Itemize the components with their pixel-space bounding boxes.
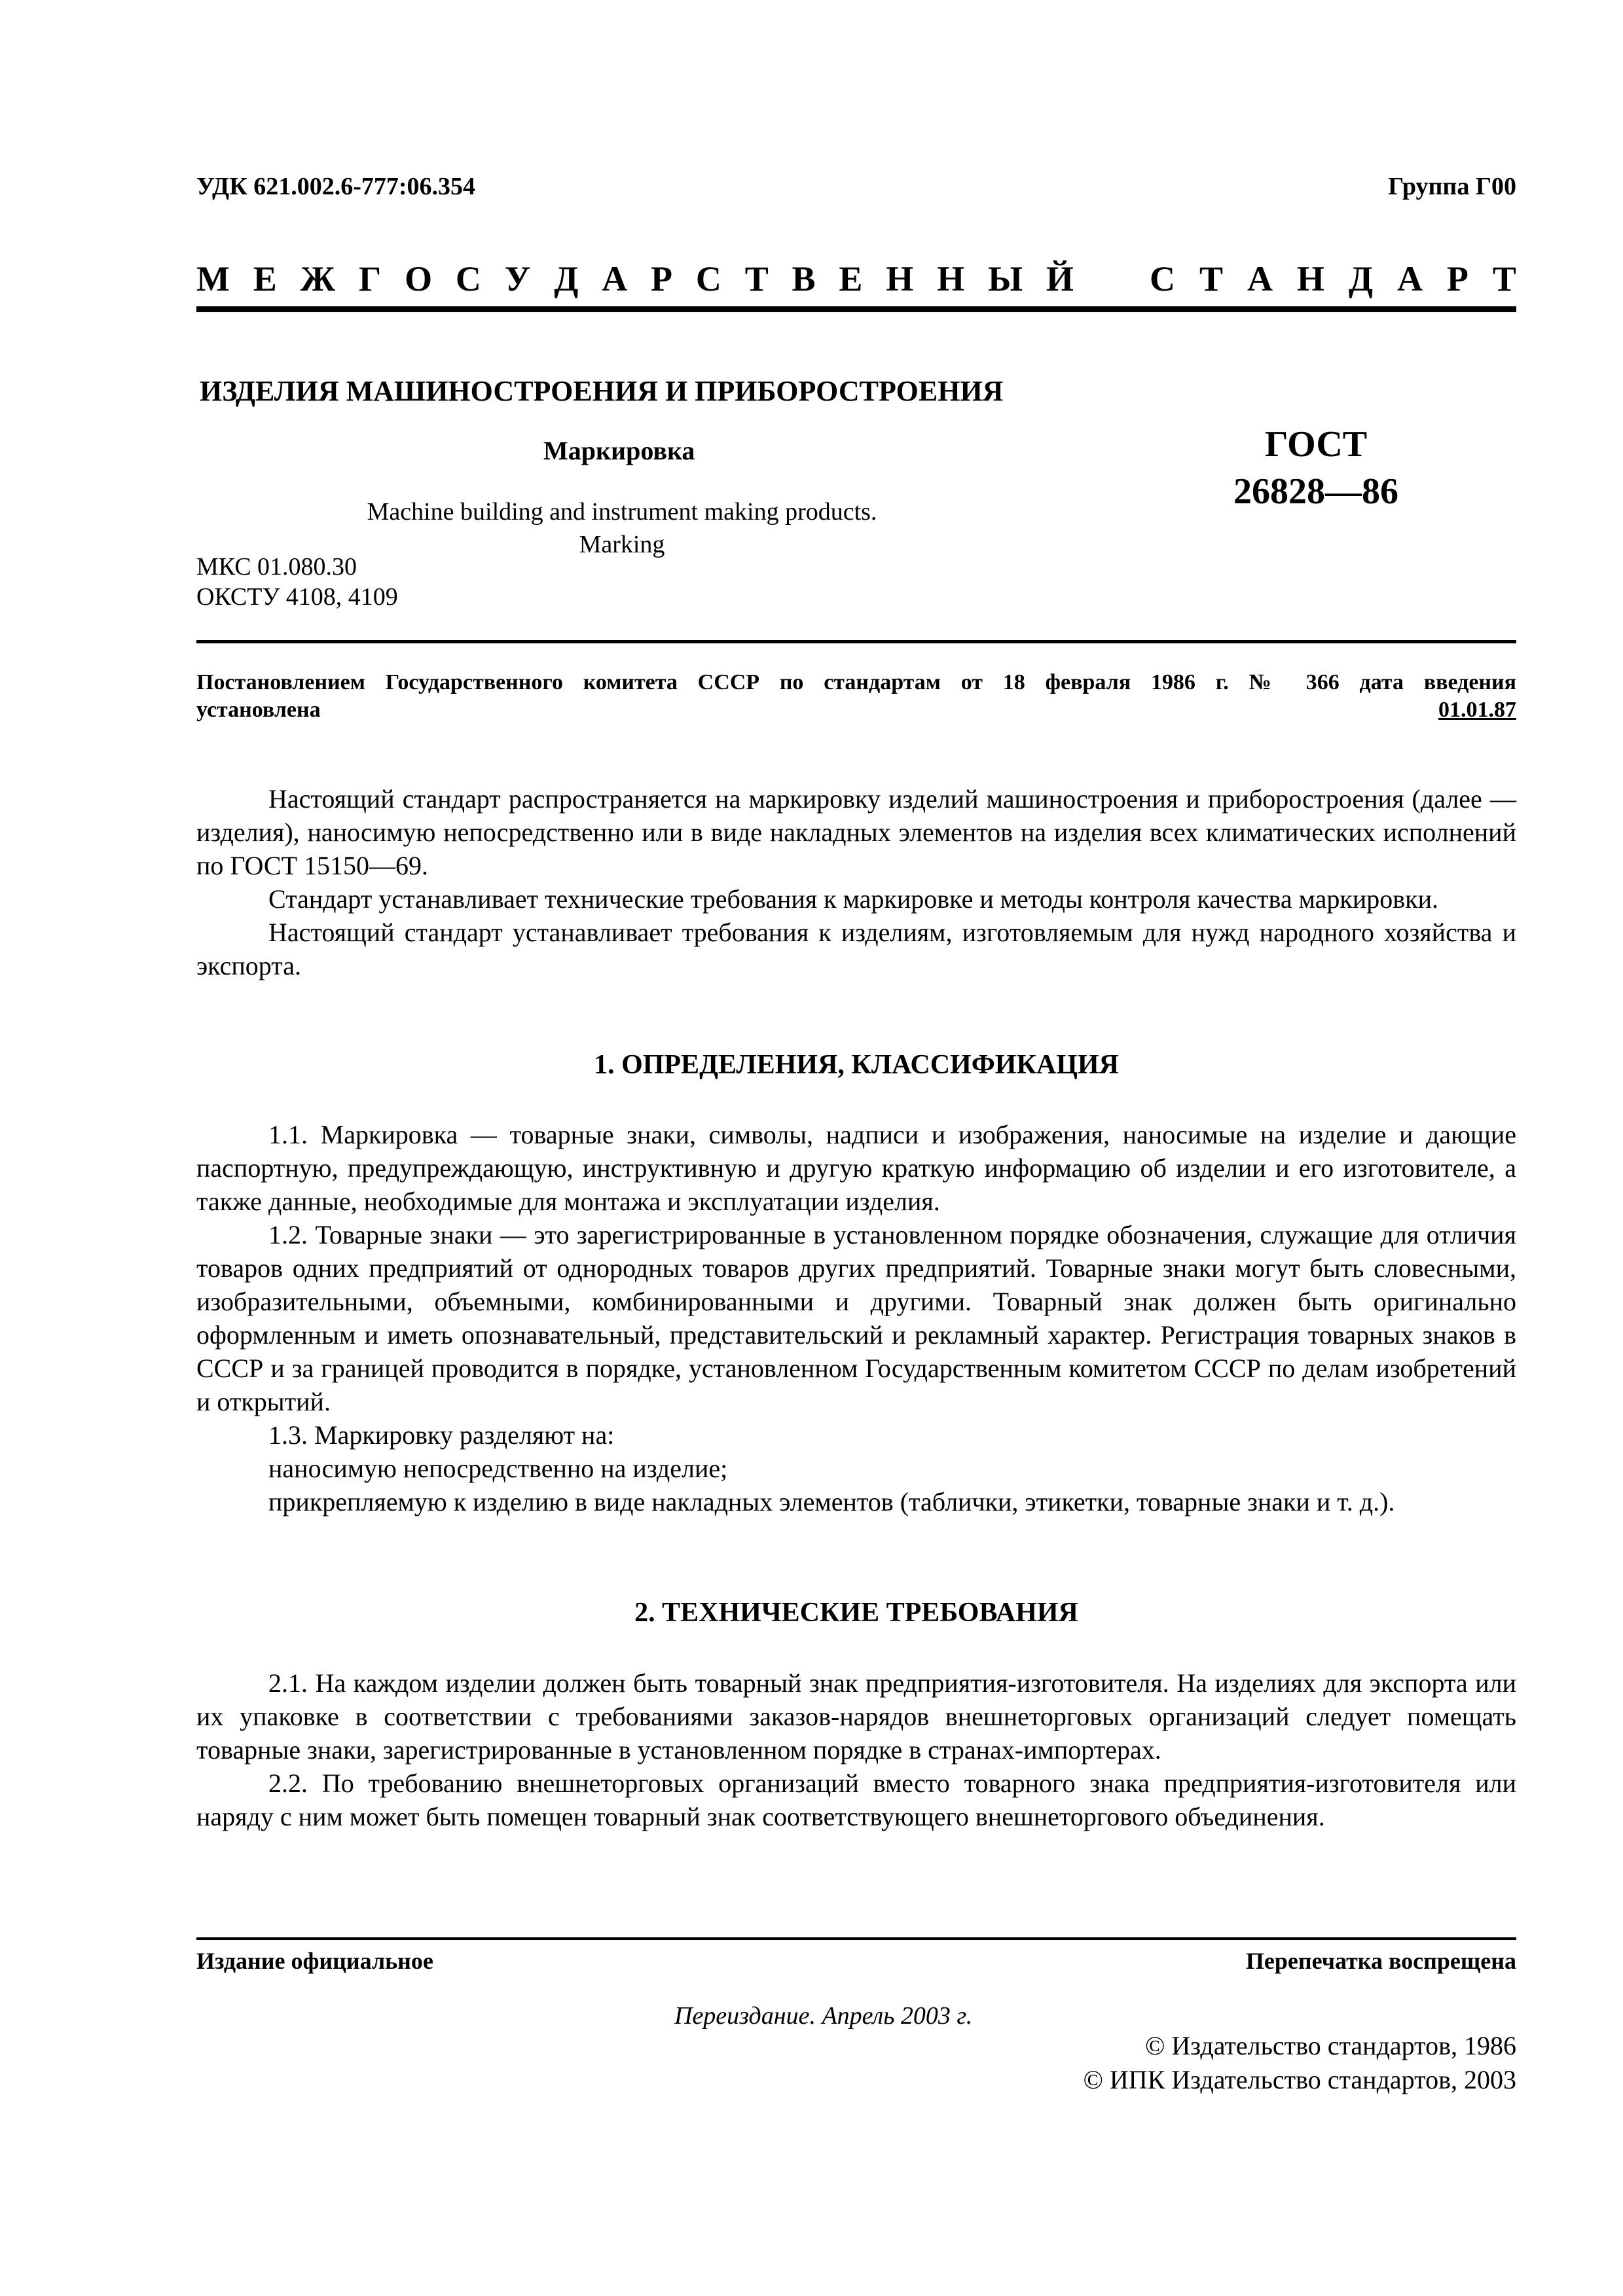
paragraph: Настоящий стандарт распространяется на маркировку изделий машиностроения и приборостроения (далее — изделия), наносимую непосредственно или в виде накладных элементов на изделия всех климатических исполнений по ГОСТ 15150—69. <box>196 784 1516 880</box>
english-title-line1: Machine building and instrument making products. <box>367 498 877 526</box>
section2-text <box>196 1666 1516 1833</box>
banner-letter: Д <box>554 259 579 298</box>
section1-heading: 1. ОПРЕДЕЛЕНИЯ, КЛАССИФИКАЦИЯ <box>594 1050 1119 1080</box>
section2-heading: 2. ТЕХНИЧЕСКИЕ ТРЕБОВАНИЯ <box>634 1598 1078 1628</box>
banner-letter: Е <box>253 259 277 298</box>
banner-letter: Р <box>651 259 673 298</box>
banner-letter: А <box>602 259 628 298</box>
paragraph: 2.1. На каждом изделии должен быть товарный знак предприятия-изготовителя. На изделиях для экспорта или их упаковке в соответствии с требованиями заказов-нарядов внешнеторговых организаций следует помещать товарные знаки, зарегистрированные в установленном порядке в странах-импортерах. <box>196 1668 1516 1765</box>
banner-letter: Ы <box>987 259 1023 298</box>
paragraph: наносимую непосредственно на изделие; <box>268 1454 728 1483</box>
banner-letter: Ж <box>300 259 336 298</box>
paragraph: Настоящий стандарт устанавливает требования к изделиям, изготовляемым для нужд народного хозяйства и экспорта. <box>196 918 1516 980</box>
banner-letter: С <box>695 259 721 298</box>
copyright-1986: © Издательство стандартов, 1986 <box>1144 2031 1516 2060</box>
interstate-standard-banner <box>196 259 1516 299</box>
banner-letter: А <box>1247 259 1273 298</box>
copyright-block <box>1084 2029 1516 2097</box>
banner-letter: Т <box>1199 259 1223 298</box>
banner-letter: Р <box>1446 259 1468 298</box>
decree-line1: Постановлением Государственного комитета СССР по стандартам от 18 февраля 1986 г. № 366 дата введения <box>196 670 1516 694</box>
english-title-line2: Marking <box>579 531 665 558</box>
decree-line2: установлена <box>196 698 321 722</box>
paragraph: 2.2. По требованию внешнеторговых организаций вместо товарного знака предприятия-изготовителя или наряду с ним может быть помещен товарный знак соответствующего внешнеторгового объединения. <box>196 1768 1516 1831</box>
banner-letter: С <box>1150 259 1175 298</box>
paragraph: 1.3. Маркировку разделяют на: <box>268 1420 615 1450</box>
banner-letter: В <box>792 259 816 298</box>
banner-letter: Е <box>839 259 863 298</box>
effective-date: 01.01.87 <box>1438 698 1516 722</box>
banner-letter: А <box>1396 259 1423 298</box>
classification-codes <box>196 552 398 612</box>
interstate-word <box>196 259 1074 299</box>
banner-letter: Т <box>1492 259 1516 298</box>
group-code: Группа Г00 <box>1388 173 1516 200</box>
standard-word <box>1150 259 1516 299</box>
header-rule <box>196 306 1516 312</box>
banner-letter: Г <box>358 259 382 298</box>
title-rule <box>196 640 1516 643</box>
udk-code: УДК 621.002.6-777:06.354 <box>196 173 476 200</box>
banner-letter: Т <box>744 259 769 298</box>
gost-label: ГОСТ <box>1264 424 1368 465</box>
document-title: ИЗДЕЛИЯ МАШИНОСТРОЕНИЯ И ПРИБОРОСТРОЕНИЯ <box>200 375 1004 407</box>
banner-letter: Н <box>886 259 914 298</box>
reissue-note: Переиздание. Апрель 2003 г. <box>674 2002 973 2030</box>
mks-code: МКС 01.080.30 <box>196 553 357 581</box>
banner-letter: М <box>196 259 230 298</box>
paragraph: 1.2. Товарные знаки — это зарегистрированные в установленном порядке обозначения, служащие для отличия товаров одних предприятий от однородных товаров других предприятий. Товарные знаки могут быть словесными, изобразительными, объемными, комбинированными и другими. Товарный знак должен быть оригинально оформленным и иметь опознавательный, представительский и рекламный характер. Регистрация товарных знаков в СССР и за границей проводится в порядке, установленном Государственным комитетом СССР по делам изобретений и открытий. <box>196 1220 1516 1416</box>
official-edition: Издание официальное <box>196 1948 433 1974</box>
banner-letter: Н <box>1296 259 1324 298</box>
english-title <box>327 495 917 561</box>
banner-letter: Н <box>937 259 965 298</box>
banner-letter: У <box>504 259 531 298</box>
paragraph: Стандарт устанавливает технические требования к маркировке и методы контроля качества маркировки. <box>268 884 1438 914</box>
intro-text <box>196 782 1516 982</box>
copyright-2003: © ИПК Издательство стандартов, 2003 <box>1083 2065 1516 2094</box>
okstu-code: ОКСТУ 4108, 4109 <box>196 583 398 611</box>
banner-letter: Д <box>1348 259 1374 298</box>
banner-letter: С <box>455 259 481 298</box>
banner-letter: Й <box>1046 259 1074 298</box>
reprint-prohibited: Перепечатка воспрещена <box>1245 1948 1516 1974</box>
gost-number: 26828—86 <box>1233 471 1398 512</box>
gost-designation <box>1188 421 1444 515</box>
decree-block <box>196 669 1516 724</box>
banner-letter: О <box>405 259 433 298</box>
paragraph: 1.1. Маркировка — товарные знаки, символы, надписи и изображения, наносимые на изделие и дающие паспортную, предупреждающую, инструктивную и другую краткую информацию об изделии и его изготовителе, а также данные, необходимые для монтажа и эксплуатации изделия. <box>196 1120 1516 1216</box>
document-subtitle: Маркировка <box>543 436 695 465</box>
section1-text <box>196 1118 1516 1518</box>
footer-rule <box>196 1937 1516 1940</box>
paragraph: прикрепляемую к изделию в виде накладных элементов (таблички, этикетки, товарные знаки и т. д.). <box>268 1487 1395 1516</box>
